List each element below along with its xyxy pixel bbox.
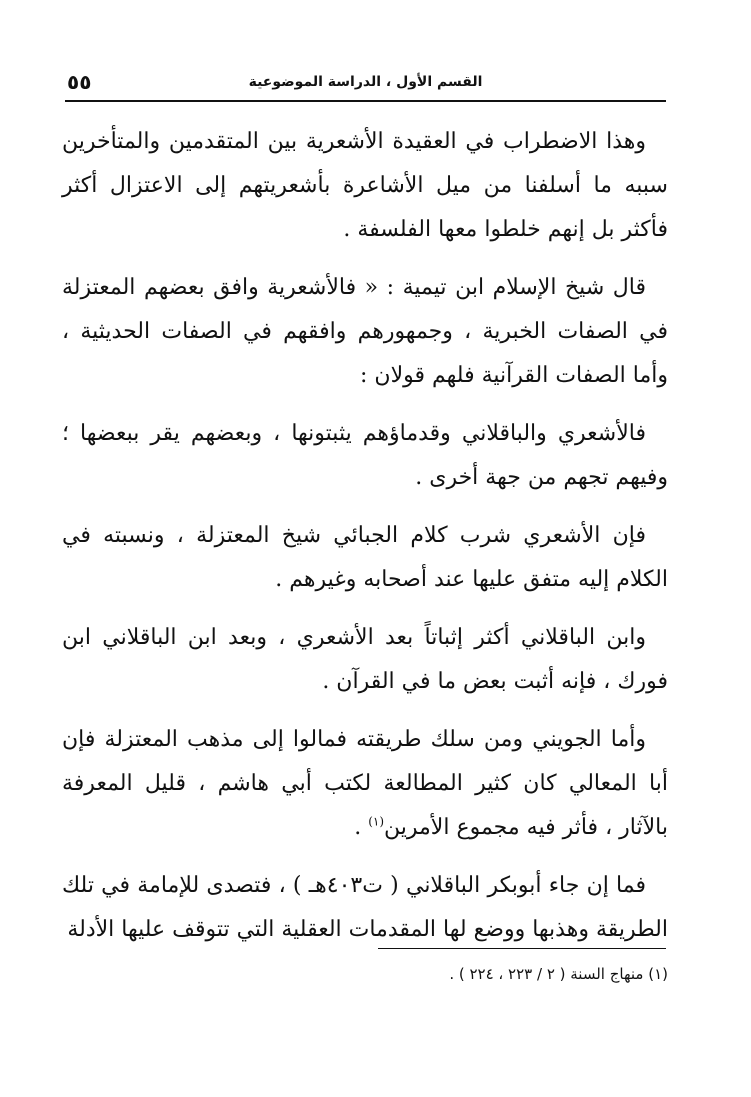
paragraph-1: وهذا الاضطراب في العقيدة الأشعرية بين المتقدمين والمتأخرين سببه ما أسلفنا من ميل الأشاعرة بأشعريتهم إلى الاعتزال أكثر فأكثر بل إنهم خلطوا معها الفلسفة . [62,129,668,242]
paragraph-4: فإن الأشعري شرب كلام الجبائي شيخ المعتزلة ، ونسبته في الكلام إليه متفق عليها عند أصحابه وغيرهم . [62,523,668,592]
header-rule [65,100,666,102]
paragraph-2: قال شيخ الإسلام ابن تيمية : « فالأشعرية وافق بعضهم المعتزلة في الصفات الخبرية ، وجمهورهم وافقهم في الصفات الحديثية ، وأما الصفات القرآنية فلهم قولان : [62,275,668,388]
page-number: ٥٥ [67,70,92,94]
paragraph-6-text: وأما الجويني ومن سلك طريقته فمالوا إلى مذهب المعتزلة فإن أبا المعالي كان كثير المطالعة لكتب أبي هاشم ، قليل المعرفة بالآثار ، فأثر فيه مجموع الأمرين [62,727,668,840]
paragraph-6-tail: . [354,815,369,840]
page-header [65,68,666,102]
paragraph-6 [62,718,668,850]
paragraph-3: فالأشعري والباقلاني وقدماؤهم يثبتونها ، وبعضهم يقر ببعضها ؛ وفيهم تجهم من جهة أخرى . [62,421,668,490]
footnote: (١) منهاج السنة ( ٢ / ٢٢٣ ، ٢٢٤ ) . [449,965,668,983]
paragraph-7: فما إن جاء أبوبكر الباقلاني ( ت٤٠٣هـ ) ، فتصدى للإمامة في تلك الطريقة وهذبها ووضع لها المقدمات العقلية التي تتوقف عليها الأدلة [62,873,668,942]
running-head: القسم الأول ، الدراسة الموضوعية [248,74,483,90]
footnote-divider [378,948,666,949]
paragraph-5: وابن الباقلاني أكثر إثباتاً بعد الأشعري ، وبعد ابن الباقلاني ابن فورك ، فإنه أثبت بعض ما في القرآن . [62,625,668,694]
main-text [62,120,668,966]
footnote-reference[interactable]: (١) [368,814,385,829]
